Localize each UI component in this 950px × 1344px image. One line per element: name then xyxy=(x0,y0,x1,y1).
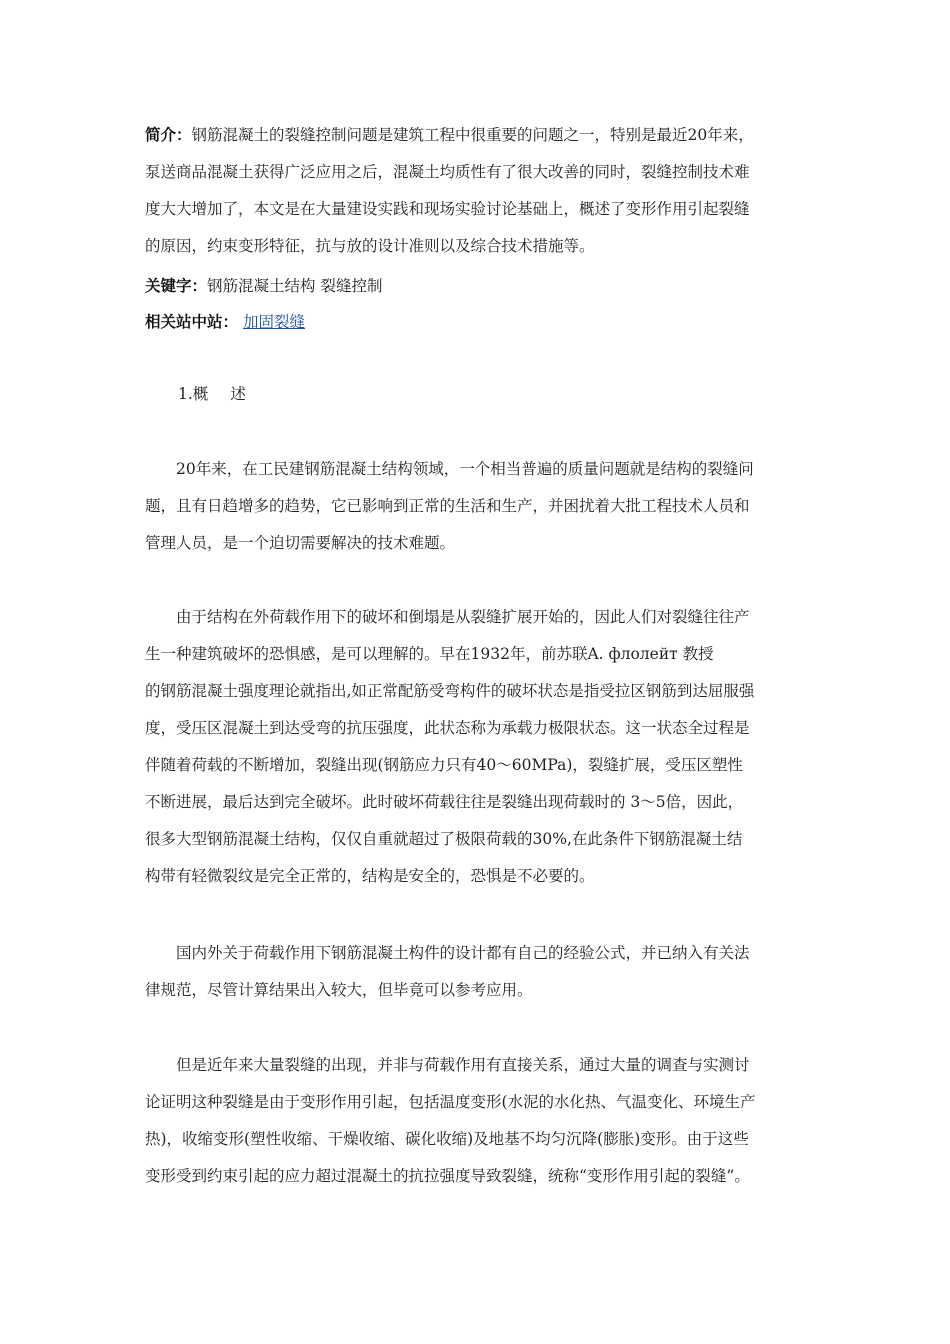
section-title-first: 概 xyxy=(192,385,209,403)
paragraph-line: 由于结构在外荷载作用下的破坏和倒塌是从裂缝扩展开始的，因此人们对裂缝往往产 xyxy=(176,608,750,626)
paragraph-line: 但是近年来大量裂缝的出现，并非与荷载作用有直接关系，通过大量的调查与实测讨 xyxy=(176,1056,750,1074)
paragraph-2 xyxy=(145,599,807,895)
paragraph-4 xyxy=(145,1047,807,1195)
intro-paragraph xyxy=(145,117,807,265)
paragraph-line: 热)，收缩变形(塑性收缩、干燥收缩、碳化收缩)及地基不均匀沉降(膨胀)变形。由于这些 xyxy=(145,1130,749,1148)
keywords-value: 钢筋混凝土结构 裂缝控制 xyxy=(207,277,383,295)
section-title-second: 述 xyxy=(230,385,246,403)
paragraph-line: 国内外关于荷载作用下钢筋混凝土构件的设计都有自己的经验公式，并已纳入有关法 xyxy=(176,944,750,962)
related-link[interactable]: 加固裂缝 xyxy=(242,313,305,331)
related-label: 相关站中站： xyxy=(145,313,239,331)
paragraph-line: 不断进展，最后达到完全破坏。此时破坏荷载往往是裂缝出现荷载时的 3～5倍，因此， xyxy=(145,793,744,811)
section-heading xyxy=(145,376,840,413)
paragraph-line: 的钢筋混凝土强度理论就指出,如正常配筋受弯构件的破坏状态是指受拉区钢筋到达屈服强 xyxy=(145,682,755,700)
paragraph-line: 生一种建筑破坏的恐惧感，是可以理解的。早在1932年，前苏联A. флолейт 教授 xyxy=(145,645,714,663)
paragraph-line: 度，受压区混凝土到达受弯的抗压强度，此状态称为承载力极限状态。这一状态全过程是 xyxy=(145,719,750,737)
related-line xyxy=(145,304,807,341)
intro-line-2: 泵送商品混凝土获得广泛应用之后，混凝土均质性有了很大改善的同时，裂缝控制技术难 xyxy=(145,163,750,181)
section-number: 1. xyxy=(178,385,193,403)
keywords-label: 关键字： xyxy=(145,277,208,295)
paragraph-line: 变形受到约束引起的应力超过混凝土的抗拉强度导致裂缝，统称“变形作用引起的裂缝”。 xyxy=(145,1167,750,1185)
keywords-line xyxy=(145,268,807,305)
intro-line-3: 度大大增加了，本文是在大量建设实践和现场实验讨论基础上，概述了变形作用引起裂缝 xyxy=(145,200,750,218)
paragraph-line: 题，且有日趋增多的趋势，它已影响到正常的生活和生产，并困扰着大批工程技术人员和 xyxy=(145,497,750,515)
paragraph-line: 律规范，尽管计算结果出入较大，但毕竟可以参考应用。 xyxy=(145,981,533,999)
paragraph-line: 20年来，在工民建钢筋混凝土结构领域，一个相当普遍的质量问题就是结构的裂缝问 xyxy=(176,460,754,478)
paragraph-line: 管理人员，是一个迫切需要解决的技术难题。 xyxy=(145,534,456,552)
paragraph-3 xyxy=(145,935,807,1009)
intro-label: 简介： xyxy=(145,126,192,144)
paragraph-line: 伴随着荷载的不断增加，裂缝出现(钢筋应力只有40～60MPa)，裂缝扩展，受压区塑性 xyxy=(145,756,743,774)
paragraph-line: 构带有轻微裂纹是完全正常的，结构是安全的，恐惧是不必要的。 xyxy=(145,867,595,885)
intro-line-1: 简介：钢筋混凝土的裂缝控制问题是建筑工程中很重要的问题之一，特别是最近20年来， xyxy=(145,126,754,144)
paragraph-line: 论证明这种裂缝是由于变形作用引起，包括温度变形(水泥的水化热、气温变化、环境生产 xyxy=(145,1093,756,1111)
intro-line-4: 的原因，约束变形特征，抗与放的设计准则以及综合技术措施等。 xyxy=(145,237,595,255)
paragraph-line: 很多大型钢筋混凝土结构，仅仅自重就超过了极限荷载的30%,在此条件下钢筋混凝土结 xyxy=(145,830,743,848)
paragraph-1 xyxy=(145,451,807,562)
